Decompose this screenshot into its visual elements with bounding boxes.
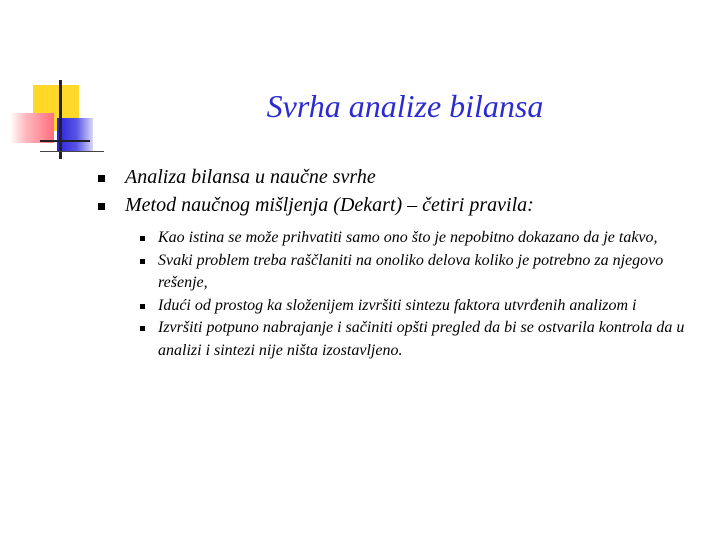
square-bullet-icon: [98, 175, 105, 182]
slide-title: Svrha analize bilansa: [266, 88, 544, 124]
sub-bullet-text: Izvršiti potpuno nabrajanje i sačiniti opšti pregled da bi se ostvarila kontrola da u analizi i sintezi nije ništa izostavljeno.: [158, 319, 685, 359]
square-bullet-icon: [140, 236, 145, 241]
decor-red-square: [10, 113, 54, 143]
bullet-list-level2: [140, 227, 700, 362]
square-bullet-icon: [140, 259, 145, 264]
bullet-list-level1: [98, 163, 534, 219]
sub-bullet-text: Kao istina se može prihvatiti samo ono što je nepobitno dokazano da je takvo,: [158, 229, 658, 246]
bullet-text: Analiza bilansa u naučne svrhe: [125, 166, 376, 188]
square-bullet-icon: [140, 326, 145, 331]
bullet-item: [98, 163, 534, 191]
decor-horizontal-line-2: [40, 151, 104, 152]
square-bullet-icon: [140, 304, 145, 309]
decor-vertical-line: [59, 80, 62, 159]
decor-blue-square: [57, 118, 93, 152]
bullet-item: [98, 191, 534, 219]
square-bullet-icon: [98, 203, 105, 210]
sub-bullet-text: Idući od prostog ka složenijem izvršiti sintezu faktora utvrđenih analizom i: [158, 296, 637, 314]
decor-horizontal-line: [40, 140, 90, 142]
sub-bullet-text: Svaki problem treba raščlaniti na onoliko delova koliko je potrebno za njegovo rešenje,: [158, 251, 664, 291]
sub-bullet-item: [140, 227, 700, 250]
sub-bullet-item: [140, 317, 700, 362]
sub-bullet-item: [140, 295, 700, 318]
sub-bullet-item: [140, 250, 700, 295]
bullet-text: Metod naučnog mišljenja (Dekart) – četiri pravila:: [125, 194, 534, 216]
